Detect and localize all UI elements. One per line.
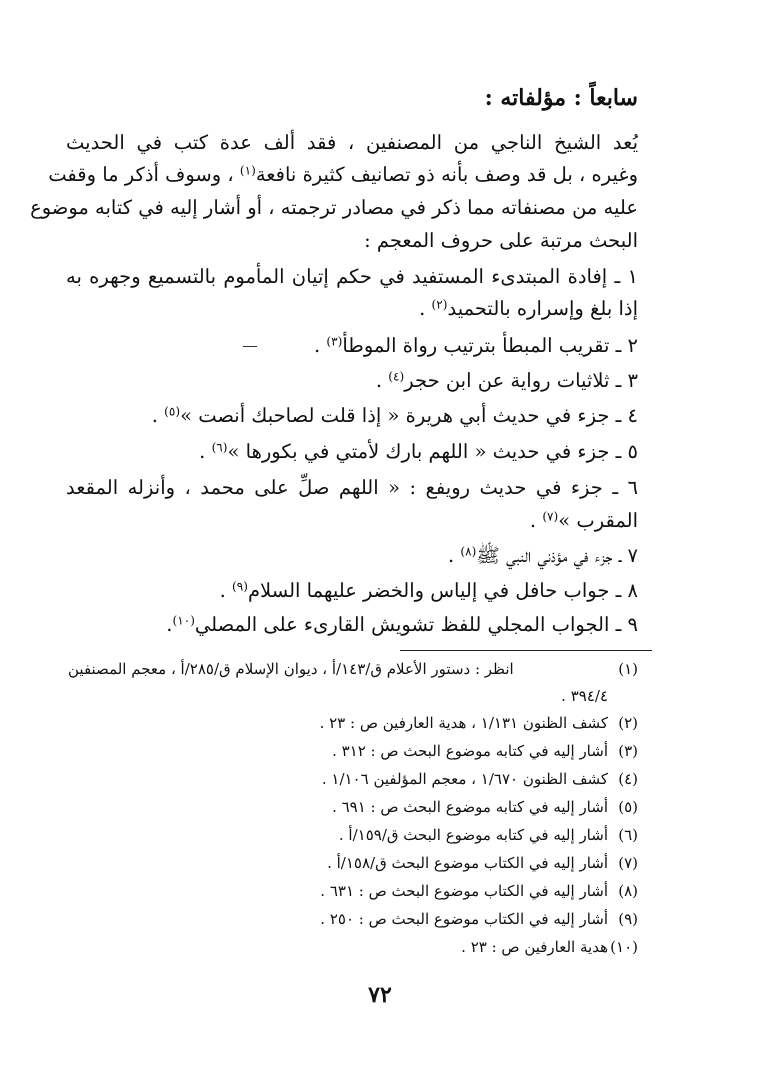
work-item-8-text: ٨ ـ جواب حافل في إلياس والخضر عليهما السلام bbox=[247, 579, 638, 602]
footnote-ref-6: (٦) bbox=[211, 440, 228, 455]
footnote-ref-5: (٥) bbox=[164, 404, 181, 419]
footnote-ref-2: (٢) bbox=[431, 297, 448, 312]
footnote-4-text: كشف الظنون ١/٦٧٠ ، معجم المؤلفين ١/١٠٦ . bbox=[321, 770, 608, 788]
work-item-7 bbox=[448, 541, 638, 571]
footnote-7-number: (٧) bbox=[618, 854, 638, 872]
work-item-8-end: . bbox=[219, 579, 233, 602]
work-item-5-text: ٥ ـ جزء في حديث « اللهم بارك لأمتي في بكورها » bbox=[227, 440, 638, 463]
work-item-6: ٦ ـ جزء في حديث رويفع : « اللهم صلِّ على محمد ، وأنزله المقعد bbox=[66, 476, 638, 499]
work-item-9 bbox=[166, 610, 638, 640]
work-item-4 bbox=[152, 401, 638, 431]
work-item-1-cont-text: إذا بلغ وإسراره بالتحميد bbox=[447, 297, 638, 320]
work-item-9-end: . bbox=[166, 613, 173, 636]
footnote-5-number: (٥) bbox=[618, 798, 638, 816]
footnote-7-text: أشار إليه في الكتاب موضوع البحث ق/١٥٨/أ . bbox=[327, 854, 608, 872]
section-heading: سابعاً : مؤلفاته : bbox=[484, 85, 638, 111]
work-item-7-end: . bbox=[447, 544, 461, 567]
work-item-3-text: ٣ ـ ثلاثيات رواية عن ابن حجر bbox=[404, 369, 638, 392]
work-item-4-end: . bbox=[151, 404, 165, 427]
footnote-10-number: (١٠) bbox=[610, 938, 638, 956]
footnote-2-number: (٢) bbox=[618, 714, 638, 732]
footnote-separator bbox=[400, 650, 652, 651]
footnote-ref-8: (٨) bbox=[460, 544, 477, 559]
footnote-1-cont bbox=[561, 683, 638, 710]
footnote-1-cont-text: ٣٩٤/٤ . bbox=[561, 687, 608, 705]
footnote-ref-7: (٧) bbox=[542, 509, 559, 524]
work-item-1-cont bbox=[419, 294, 638, 324]
footnote-9 bbox=[320, 906, 638, 933]
work-item-6-cont bbox=[530, 506, 638, 536]
work-item-3-end: . bbox=[375, 369, 389, 392]
footnote-1-number: (١) bbox=[618, 660, 638, 678]
work-item-2 bbox=[314, 331, 638, 361]
work-item-6-end: . bbox=[529, 509, 543, 532]
work-item-8 bbox=[220, 576, 638, 606]
footnote-8-number: (٨) bbox=[618, 882, 638, 900]
footnote-4-number: (٤) bbox=[618, 770, 638, 788]
work-item-3 bbox=[376, 366, 638, 396]
work-item-5-end: . bbox=[199, 440, 212, 463]
intro-line-4: البحث مرتبة على حروف المعجم : bbox=[364, 229, 638, 252]
page-number: ٧٢ bbox=[368, 982, 392, 1008]
footnote-10-text: هدية العارفين ص : ٢٣ . bbox=[461, 938, 608, 956]
footnote-ref-10: (١٠) bbox=[172, 613, 195, 628]
footnote-2-text: كشف الظنون ١/١٣١ ، هدية العارفين ص : ٢٣ . bbox=[319, 714, 608, 732]
intro-line-3: عليه من مصنفاته مما ذكر في مصادر ترجمته ، أو أشار إليه في كتابه موضوع bbox=[30, 196, 638, 219]
intro-line-2 bbox=[48, 160, 638, 190]
footnote-3 bbox=[332, 738, 638, 765]
footnote-9-text: أشار إليه في الكتاب موضوع البحث ص : ٢٥٠ . bbox=[320, 910, 608, 928]
work-item-7-text: ٧ ـ جزء في مؤذني النبي ﷺ bbox=[476, 544, 638, 567]
footnote-6-text: أشار إليه في كتابه موضوع البحث ق/١٥٩/أ . bbox=[338, 826, 608, 844]
intro-line-2-text: وغيره ، بل قد وصف بأنه ذو تصانيف كثيرة نافعة bbox=[255, 163, 638, 186]
work-item-5 bbox=[199, 437, 638, 467]
footnote-3-number: (٣) bbox=[618, 742, 638, 760]
footnote-5-text: أشار إليه في كتابه موضوع البحث ص : ٦٩١ . bbox=[332, 798, 608, 816]
footnote-1-text: انظر : دستور الأعلام ق/١٤٣/أ ، ديوان الإسلام ق/٢٨٥/أ ، معجم المصنفين bbox=[68, 660, 514, 678]
footnote-5 bbox=[332, 794, 638, 821]
work-item-4-text: ٤ ـ جزء في حديث أبي هريرة « إذا قلت لصاحبك أنصت » bbox=[180, 404, 638, 427]
footnote-10 bbox=[461, 934, 638, 961]
work-item-1: ١ ـ إفادة المبتدىء المستفيد في حكم إتيان المأموم بالتسميع وجهره به bbox=[66, 265, 638, 288]
footnote-ref-3: (٣) bbox=[326, 334, 343, 349]
work-item-9-text: ٩ ـ الجواب المجلي للفظ تشويش القارىء على المصلي bbox=[194, 613, 638, 636]
footnote-4 bbox=[322, 766, 638, 793]
footnote-9-number: (٩) bbox=[618, 910, 638, 928]
footnote-ref-4: (٤) bbox=[388, 369, 405, 384]
footnote-7 bbox=[327, 850, 638, 877]
work-item-6-cont-text: المقرب » bbox=[558, 509, 638, 532]
footnote-6-number: (٦) bbox=[618, 826, 638, 844]
intro-line-2-tail: ، وسوف أذكر ما وقفت bbox=[48, 163, 240, 186]
footnote-6 bbox=[339, 822, 638, 849]
footnote-ref-9: (٩) bbox=[232, 579, 248, 594]
work-item-2-end: . bbox=[314, 334, 327, 357]
footnote-8-text: أشار إليه في الكتاب موضوع البحث ص : ٦٣١ . bbox=[320, 882, 608, 900]
intro-line-1: يُعد الشيخ الناجي من المصنفين ، فقد ألف عدة كتب في الحديث bbox=[66, 131, 638, 154]
footnote-2 bbox=[320, 710, 638, 737]
footnote-8 bbox=[320, 878, 638, 905]
work-item-2-text: ٢ ـ تقريب المبطأ بترتيب رواة الموطأ bbox=[342, 334, 638, 357]
pen-mark bbox=[243, 346, 257, 347]
footnote-1 bbox=[68, 656, 638, 683]
footnote-3-text: أشار إليه في كتابه موضوع البحث ص : ٣١٢ . bbox=[332, 742, 608, 760]
footnote-ref-1: (١) bbox=[239, 163, 256, 178]
footnote-1-line bbox=[68, 656, 638, 683]
work-item-1-end: . bbox=[419, 297, 432, 320]
